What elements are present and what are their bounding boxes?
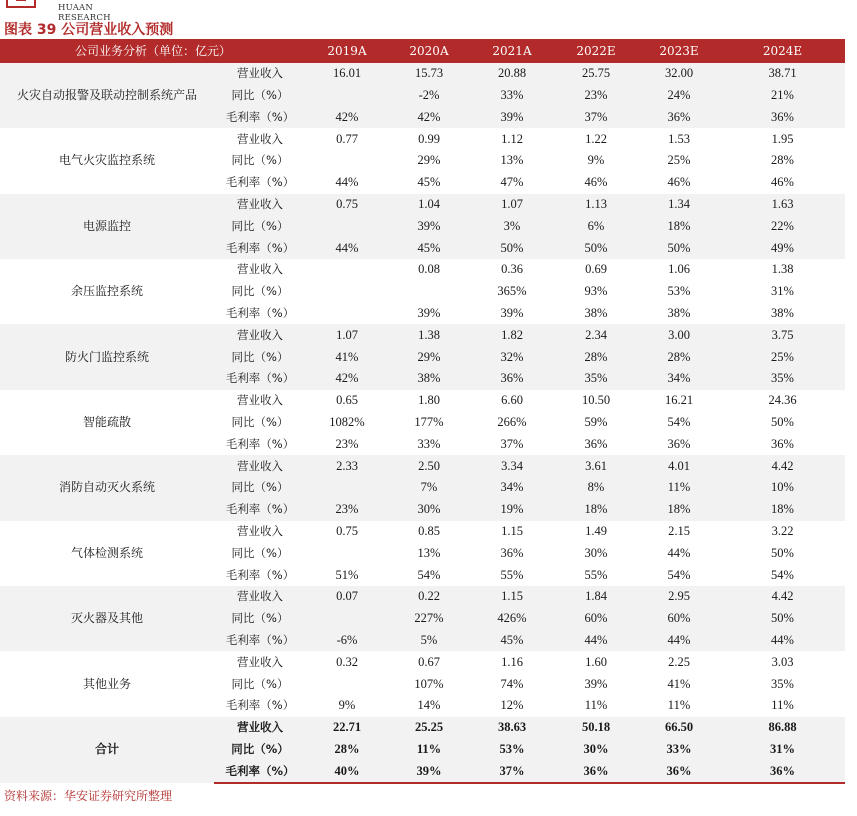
value-cell: 1.80 <box>418 393 440 408</box>
value-cell: 18% <box>638 215 720 237</box>
metric-label: 营业收入 <box>214 455 306 477</box>
segment-name: 其他业务 <box>82 676 131 691</box>
value-cell: 1082% <box>329 414 365 429</box>
value-cell: 8% <box>554 477 638 499</box>
value-cell: 2.95 <box>638 586 720 608</box>
value-cell: 38% <box>584 305 608 320</box>
metric-label: 毛利率（%） <box>225 436 295 451</box>
value-cell: 4.01 <box>638 455 720 477</box>
value-cell: 53% <box>667 284 691 299</box>
metric-label: 营业收入 <box>237 262 283 277</box>
value-cell: 36% <box>470 368 554 390</box>
value-cell: 39% <box>584 676 608 691</box>
table-row <box>0 651 845 673</box>
value-cell: 15.73 <box>388 63 470 85</box>
figure-title: 图表 39 公司营业收入预测 <box>4 22 174 38</box>
metric-label: 毛利率（%） <box>225 305 295 320</box>
value-cell: 35% <box>771 676 794 691</box>
value-cell: 44% <box>638 630 720 652</box>
value-cell: 23% <box>554 85 638 107</box>
value-cell: 1.53 <box>668 131 690 146</box>
value-cell: 11% <box>771 698 794 713</box>
value-cell: 44% <box>667 545 691 560</box>
value-cell <box>306 281 388 303</box>
value-cell: 0.85 <box>418 523 440 538</box>
value-cell: 41% <box>667 676 691 691</box>
metric-label: 毛利率（%） <box>214 106 306 128</box>
value-cell: 0.22 <box>388 586 470 608</box>
value-cell: 36% <box>638 760 720 783</box>
value-cell: 25% <box>667 153 691 168</box>
value-cell: 86.88 <box>720 717 845 739</box>
value-cell: 93% <box>584 284 608 299</box>
value-cell <box>306 150 388 172</box>
value-cell: 1.04 <box>388 194 470 216</box>
value-cell: 9% <box>338 698 356 713</box>
value-cell: 44% <box>554 630 638 652</box>
value-cell: 1.60 <box>585 654 607 669</box>
metric-label: 同比（%） <box>214 215 306 237</box>
value-cell: 1.07 <box>306 324 388 346</box>
value-cell: 1.12 <box>501 131 523 146</box>
value-cell: 36% <box>720 106 845 128</box>
value-cell: 28% <box>554 346 638 368</box>
huaan-logo <box>6 0 146 23</box>
value-cell: 6% <box>554 215 638 237</box>
metric-label: 毛利率（%） <box>225 175 295 190</box>
value-cell: 19% <box>470 499 554 521</box>
value-cell: 33% <box>470 85 554 107</box>
value-cell: 0.69 <box>585 262 607 277</box>
value-cell: 36% <box>584 436 608 451</box>
metric-label: 营业收入 <box>214 324 306 346</box>
value-cell: 45% <box>470 630 554 652</box>
value-cell: 50% <box>554 237 638 259</box>
value-cell: 34% <box>638 368 720 390</box>
value-cell: 2.15 <box>668 523 690 538</box>
value-cell: 13% <box>417 545 441 560</box>
value-cell: 30% <box>554 739 638 761</box>
metric-label: 营业收入 <box>214 717 306 739</box>
metric-label: 同比（%） <box>231 153 289 168</box>
header-year: 2021A <box>470 41 554 63</box>
value-cell: 35% <box>720 368 845 390</box>
value-cell: 38% <box>771 305 794 320</box>
metric-label: 毛利率（%） <box>214 760 306 783</box>
value-cell: 37% <box>554 106 638 128</box>
metric-label: 同比（%） <box>231 284 289 299</box>
metric-label: 同比（%） <box>214 608 306 630</box>
table-row <box>0 455 845 477</box>
value-cell: 0.65 <box>336 393 358 408</box>
value-cell: 55% <box>500 567 524 582</box>
value-cell: 54% <box>667 414 691 429</box>
value-cell: 0.07 <box>306 586 388 608</box>
value-cell: 1.07 <box>470 194 554 216</box>
value-cell: 33% <box>638 739 720 761</box>
value-cell: 5% <box>388 630 470 652</box>
value-cell: 22% <box>720 215 845 237</box>
metric-label: 同比（%） <box>231 545 289 560</box>
value-cell: 4.42 <box>720 586 845 608</box>
value-cell: 107% <box>414 676 444 691</box>
value-cell: 18% <box>720 499 845 521</box>
value-cell: 46% <box>584 175 608 190</box>
value-cell: 42% <box>388 106 470 128</box>
segment-name: 防火门监控系统 <box>0 324 214 389</box>
value-cell: 36% <box>500 545 524 560</box>
value-cell: 11% <box>667 698 691 713</box>
value-cell: 42% <box>306 368 388 390</box>
value-cell: 2.34 <box>554 324 638 346</box>
value-cell: 23% <box>335 436 359 451</box>
value-cell: 227% <box>388 608 470 630</box>
value-cell: 28% <box>638 346 720 368</box>
value-cell <box>306 85 388 107</box>
value-cell: 1.22 <box>585 131 607 146</box>
metric-label: 同比（%） <box>214 85 306 107</box>
value-cell: 24% <box>638 85 720 107</box>
value-cell: 60% <box>638 608 720 630</box>
metric-label: 毛利率（%） <box>214 237 306 259</box>
value-cell: 50% <box>638 237 720 259</box>
value-cell: 3.00 <box>638 324 720 346</box>
value-cell: 0.77 <box>336 131 358 146</box>
value-cell: 0.75 <box>306 194 388 216</box>
value-cell: 50% <box>771 414 794 429</box>
value-cell: 11% <box>388 739 470 761</box>
value-cell: 50% <box>771 545 794 560</box>
header-year: 2022E <box>554 41 638 63</box>
value-cell: 1.84 <box>554 586 638 608</box>
value-cell: 3.03 <box>771 654 794 669</box>
value-cell: 50% <box>720 608 845 630</box>
value-cell: 3.75 <box>720 324 845 346</box>
table-row <box>0 324 845 346</box>
value-cell: 11% <box>638 477 720 499</box>
value-cell <box>306 673 388 695</box>
value-cell: 23% <box>306 499 388 521</box>
value-cell: 1.15 <box>470 586 554 608</box>
value-cell <box>306 477 388 499</box>
value-cell: 41% <box>306 346 388 368</box>
metric-label: 毛利率（%） <box>225 567 295 582</box>
value-cell <box>388 281 470 303</box>
segment-name: 电气火灾监控系统 <box>58 153 155 168</box>
table-header <box>0 41 845 63</box>
value-cell: 46% <box>771 175 794 190</box>
value-cell: 38% <box>667 305 691 320</box>
value-cell: 60% <box>554 608 638 630</box>
value-cell: 55% <box>584 567 608 582</box>
metric-label: 同比（%） <box>231 414 289 429</box>
value-cell: 0.67 <box>418 654 440 669</box>
value-cell: 29% <box>417 153 441 168</box>
metric-label: 营业收入 <box>237 523 283 538</box>
value-cell: 365% <box>497 284 527 299</box>
value-cell: 37% <box>500 436 524 451</box>
value-cell: 47% <box>500 175 524 190</box>
value-cell: 36% <box>771 436 794 451</box>
table-row <box>0 63 845 85</box>
value-cell: 0.75 <box>336 523 358 538</box>
value-cell: 22.71 <box>306 717 388 739</box>
value-cell: 50.18 <box>554 717 638 739</box>
value-cell: 0.08 <box>418 262 440 277</box>
value-cell: 44% <box>306 237 388 259</box>
value-cell: 16.21 <box>664 393 694 408</box>
value-cell: 1.49 <box>585 523 607 538</box>
value-cell: 46% <box>667 175 691 190</box>
revenue-forecast-table <box>0 41 845 784</box>
value-cell: 1.34 <box>638 194 720 216</box>
total-label: 合计 <box>0 717 214 783</box>
value-cell: 36% <box>638 106 720 128</box>
table-row <box>0 194 845 216</box>
value-cell: 31% <box>771 284 794 299</box>
value-cell: 36% <box>554 760 638 783</box>
value-cell <box>306 303 388 325</box>
table-row <box>0 586 845 608</box>
value-cell: 53% <box>470 739 554 761</box>
metric-label: 同比（%） <box>231 676 289 691</box>
value-cell: 32.00 <box>638 63 720 85</box>
segment-name: 气体检测系统 <box>70 545 143 560</box>
value-cell: 18% <box>554 499 638 521</box>
header-year: 2020A <box>388 41 470 63</box>
value-cell: 25% <box>720 346 845 368</box>
value-cell: 35% <box>554 368 638 390</box>
value-cell: 0.36 <box>501 262 523 277</box>
value-cell: 14% <box>417 698 441 713</box>
value-cell: 0.99 <box>418 131 440 146</box>
value-cell: 2.33 <box>306 455 388 477</box>
value-cell: 25.25 <box>388 717 470 739</box>
value-cell: 1.38 <box>771 262 794 277</box>
value-cell: -6% <box>306 630 388 652</box>
value-cell: 45% <box>388 237 470 259</box>
value-cell: 177% <box>414 414 444 429</box>
value-cell: 39% <box>470 106 554 128</box>
logo-mark-icon <box>6 0 36 8</box>
value-cell: 13% <box>500 153 524 168</box>
value-cell: 24.36 <box>768 393 797 408</box>
value-cell: 3% <box>470 215 554 237</box>
value-cell: 1.63 <box>720 194 845 216</box>
value-cell: 54% <box>417 567 441 582</box>
metric-label: 毛利率（%） <box>214 368 306 390</box>
value-cell: 54% <box>771 567 794 582</box>
value-cell: 1.13 <box>554 194 638 216</box>
value-cell <box>306 542 388 564</box>
value-cell: 3.34 <box>470 455 554 477</box>
segment-name: 智能疏散 <box>82 414 131 429</box>
value-cell <box>306 608 388 630</box>
value-cell: 4.42 <box>720 455 845 477</box>
value-cell: 0.32 <box>336 654 358 669</box>
value-cell: 44% <box>720 630 845 652</box>
metric-label: 营业收入 <box>214 586 306 608</box>
value-cell: 2.50 <box>388 455 470 477</box>
segment-name: 消防自动灭火系统 <box>0 455 214 520</box>
value-cell: 30% <box>388 499 470 521</box>
header-year: 2024E <box>720 41 845 63</box>
metric-label: 营业收入 <box>237 393 283 408</box>
table-row <box>0 521 845 543</box>
value-cell: 59% <box>584 414 608 429</box>
value-cell: 39% <box>500 305 524 320</box>
metric-label: 毛利率（%） <box>225 698 295 713</box>
logo-subtitle: HUAAN RESEARCH <box>58 3 111 23</box>
value-cell: 50% <box>470 237 554 259</box>
metric-label: 同比（%） <box>214 477 306 499</box>
metric-label: 营业收入 <box>237 654 283 669</box>
value-cell: 10.50 <box>581 393 611 408</box>
segment-name: 火灾自动报警及联动控制系统产品 <box>0 63 214 128</box>
header-first-cell: 公司业务分析（单位：亿元） <box>0 41 306 63</box>
table-body <box>0 63 845 783</box>
value-cell: 3.61 <box>554 455 638 477</box>
value-cell: 39% <box>417 305 441 320</box>
value-cell: 9% <box>587 153 605 168</box>
value-cell: 18% <box>638 499 720 521</box>
value-cell: 38.63 <box>470 717 554 739</box>
segment-name: 余压监控系统 <box>70 284 143 299</box>
metric-label: 营业收入 <box>214 194 306 216</box>
value-cell: 28% <box>771 153 794 168</box>
value-cell: 44% <box>335 175 359 190</box>
value-cell: 34% <box>470 477 554 499</box>
value-cell: 11% <box>584 698 608 713</box>
value-cell: 16.01 <box>306 63 388 85</box>
value-cell: 2.25 <box>668 654 690 669</box>
value-cell: 25.75 <box>554 63 638 85</box>
segment-name: 电源监控 <box>0 194 214 259</box>
value-cell: 1.06 <box>668 262 690 277</box>
value-cell: 30% <box>584 545 608 560</box>
value-cell: 51% <box>335 567 359 582</box>
total-row <box>0 717 845 739</box>
table-row <box>0 128 845 150</box>
value-cell <box>306 259 388 281</box>
value-cell: 36% <box>720 760 845 783</box>
value-cell: 1.16 <box>501 654 523 669</box>
value-cell: 266% <box>497 414 527 429</box>
value-cell: 38.71 <box>720 63 845 85</box>
value-cell: 6.60 <box>501 393 523 408</box>
value-cell: 1.15 <box>501 523 523 538</box>
value-cell: 426% <box>470 608 554 630</box>
value-cell: -2% <box>388 85 470 107</box>
metric-label: 营业收入 <box>237 131 283 146</box>
value-cell: 36% <box>667 436 691 451</box>
value-cell: 40% <box>306 760 388 783</box>
value-cell: 1.95 <box>771 131 794 146</box>
header-year: 2019A <box>306 41 388 63</box>
metric-label: 毛利率（%） <box>214 499 306 521</box>
value-cell: 66.50 <box>638 717 720 739</box>
value-cell: 31% <box>720 739 845 761</box>
value-cell: 7% <box>388 477 470 499</box>
metric-label: 同比（%） <box>214 739 306 761</box>
value-cell: 38% <box>388 368 470 390</box>
value-cell: 21% <box>720 85 845 107</box>
value-cell: 32% <box>470 346 554 368</box>
header-year: 2023E <box>638 41 720 63</box>
value-cell: 42% <box>306 106 388 128</box>
value-cell: 20.88 <box>470 63 554 85</box>
value-cell: 54% <box>667 567 691 582</box>
value-cell: 37% <box>470 760 554 783</box>
value-cell: 33% <box>417 436 441 451</box>
value-cell: 39% <box>388 760 470 783</box>
value-cell: 10% <box>720 477 845 499</box>
value-cell <box>306 215 388 237</box>
value-cell: 49% <box>720 237 845 259</box>
value-cell: 29% <box>388 346 470 368</box>
metric-label: 营业收入 <box>214 63 306 85</box>
value-cell: 74% <box>500 676 524 691</box>
metric-label: 同比（%） <box>214 346 306 368</box>
value-cell: 1.82 <box>470 324 554 346</box>
source-note: 资料来源：华安证券研究所整理 <box>4 789 173 803</box>
table-row <box>0 390 845 412</box>
table-row <box>0 259 845 281</box>
metric-label: 毛利率（%） <box>214 630 306 652</box>
value-cell: 3.22 <box>771 523 794 538</box>
value-cell: 28% <box>306 739 388 761</box>
value-cell: 45% <box>417 175 441 190</box>
segment-name: 灭火器及其他 <box>0 586 214 651</box>
value-cell: 39% <box>388 215 470 237</box>
value-cell: 12% <box>500 698 524 713</box>
value-cell: 1.38 <box>388 324 470 346</box>
